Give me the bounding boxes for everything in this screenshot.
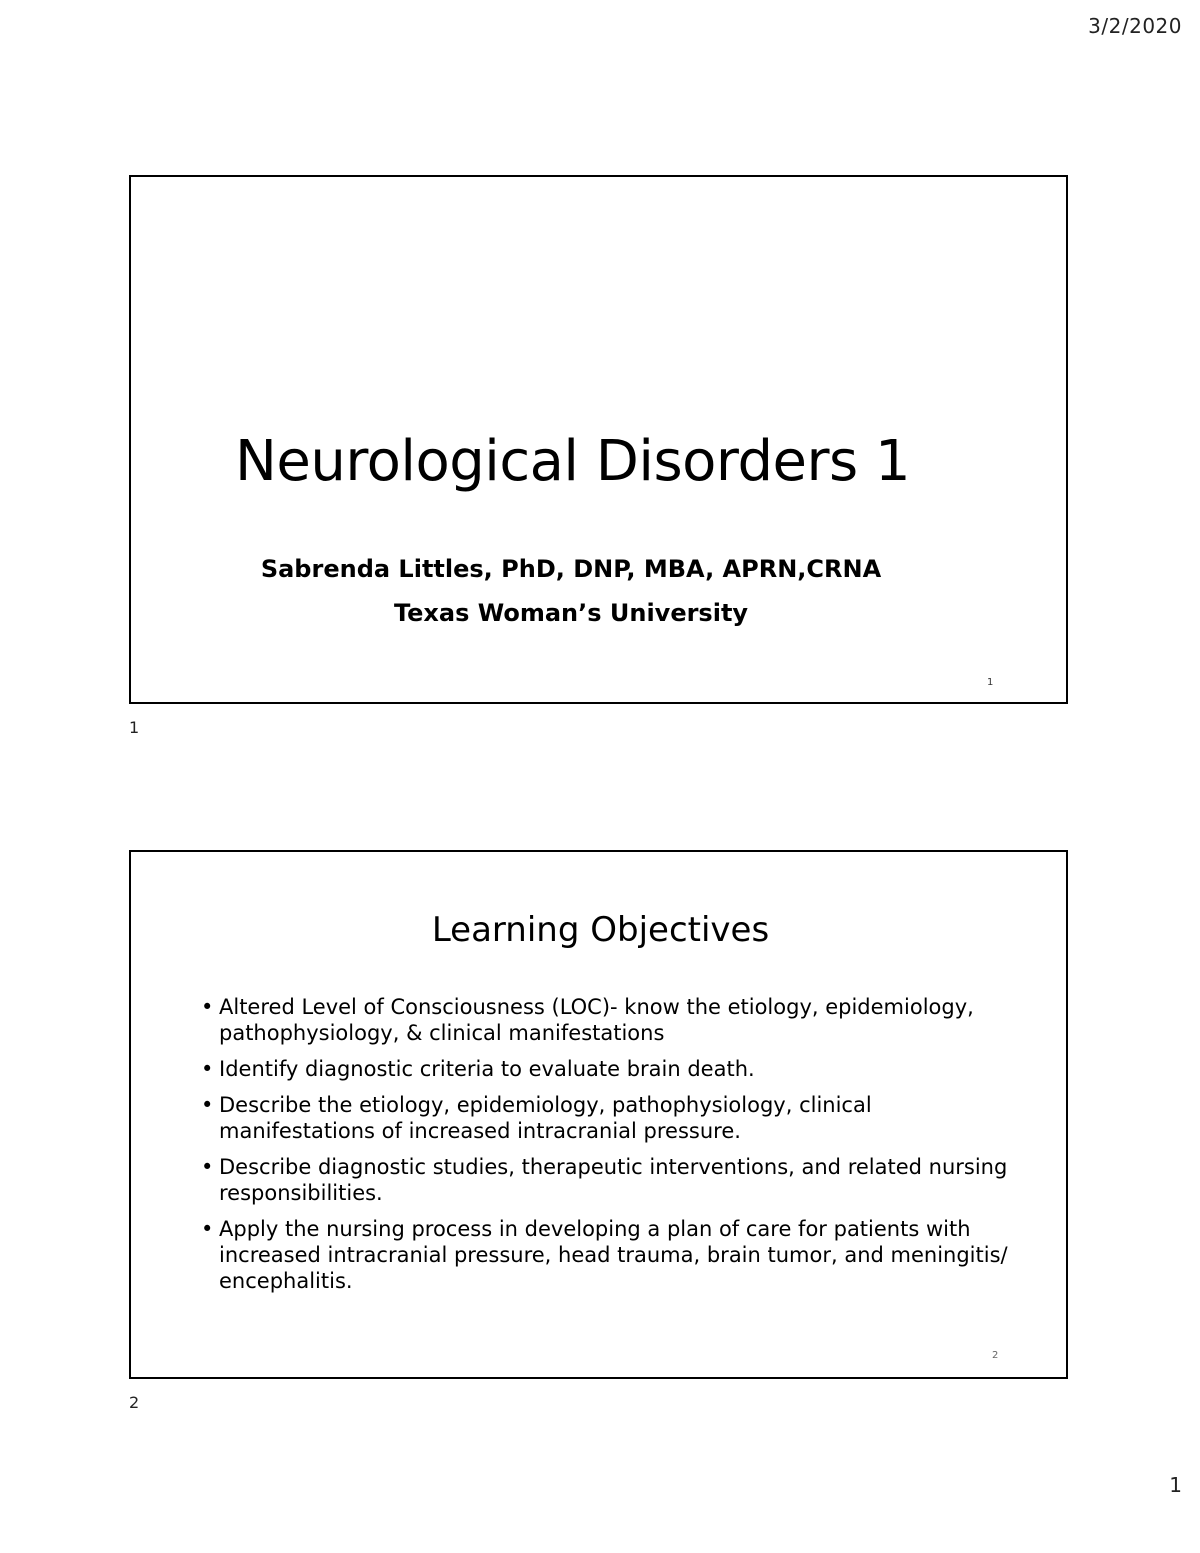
bullet: • [201, 1155, 214, 1179]
list-item [201, 1154, 1021, 1206]
objective-text: Describe the etiology, epidemiology, pathophysiology, clinical manifestations of increased intracranial pressure. [219, 1093, 872, 1143]
slide-affiliation: Texas Woman’s University [393, 599, 749, 627]
slide-2 [129, 850, 1068, 1379]
objective-text: Identify diagnostic criteria to evaluate brain death. [219, 1057, 755, 1081]
page-number: 1 [1169, 1473, 1182, 1497]
slide-number: 2 [992, 1350, 999, 1361]
objectives-list [201, 994, 1021, 1304]
bullet: • [201, 1093, 214, 1117]
list-item [201, 1056, 1021, 1082]
slide-title: Learning Objectives [431, 910, 770, 950]
page-date: 3/2/2020 [1088, 14, 1182, 38]
objective-text: Apply the nursing process in developing a plan of care for patients with increased intracranial pressure, head trauma, brain tumor, and meningitis/ encephalitis. [219, 1217, 1008, 1293]
slide-author: Sabrenda Littles, PhD, DNP, MBA, APRN,CRNA [260, 555, 882, 583]
slide-number: 1 [987, 677, 994, 688]
bullet: • [201, 995, 214, 1019]
objective-text: Altered Level of Consciousness (LOC)- know the etiology, epidemiology, pathophysiology, & clinical manifestations [219, 995, 974, 1045]
bullet: • [201, 1217, 214, 1241]
slide-caption: 1 [129, 718, 140, 737]
list-item [201, 994, 1021, 1046]
list-item [201, 1092, 1021, 1144]
slide-caption: 2 [129, 1393, 140, 1412]
list-item [201, 1216, 1021, 1294]
slide-1 [129, 175, 1068, 704]
objective-text: Describe diagnostic studies, therapeutic interventions, and related nursing responsibilities. [219, 1155, 1008, 1205]
bullet: • [201, 1057, 214, 1081]
slide-title: Neurological Disorders 1 [235, 429, 911, 494]
